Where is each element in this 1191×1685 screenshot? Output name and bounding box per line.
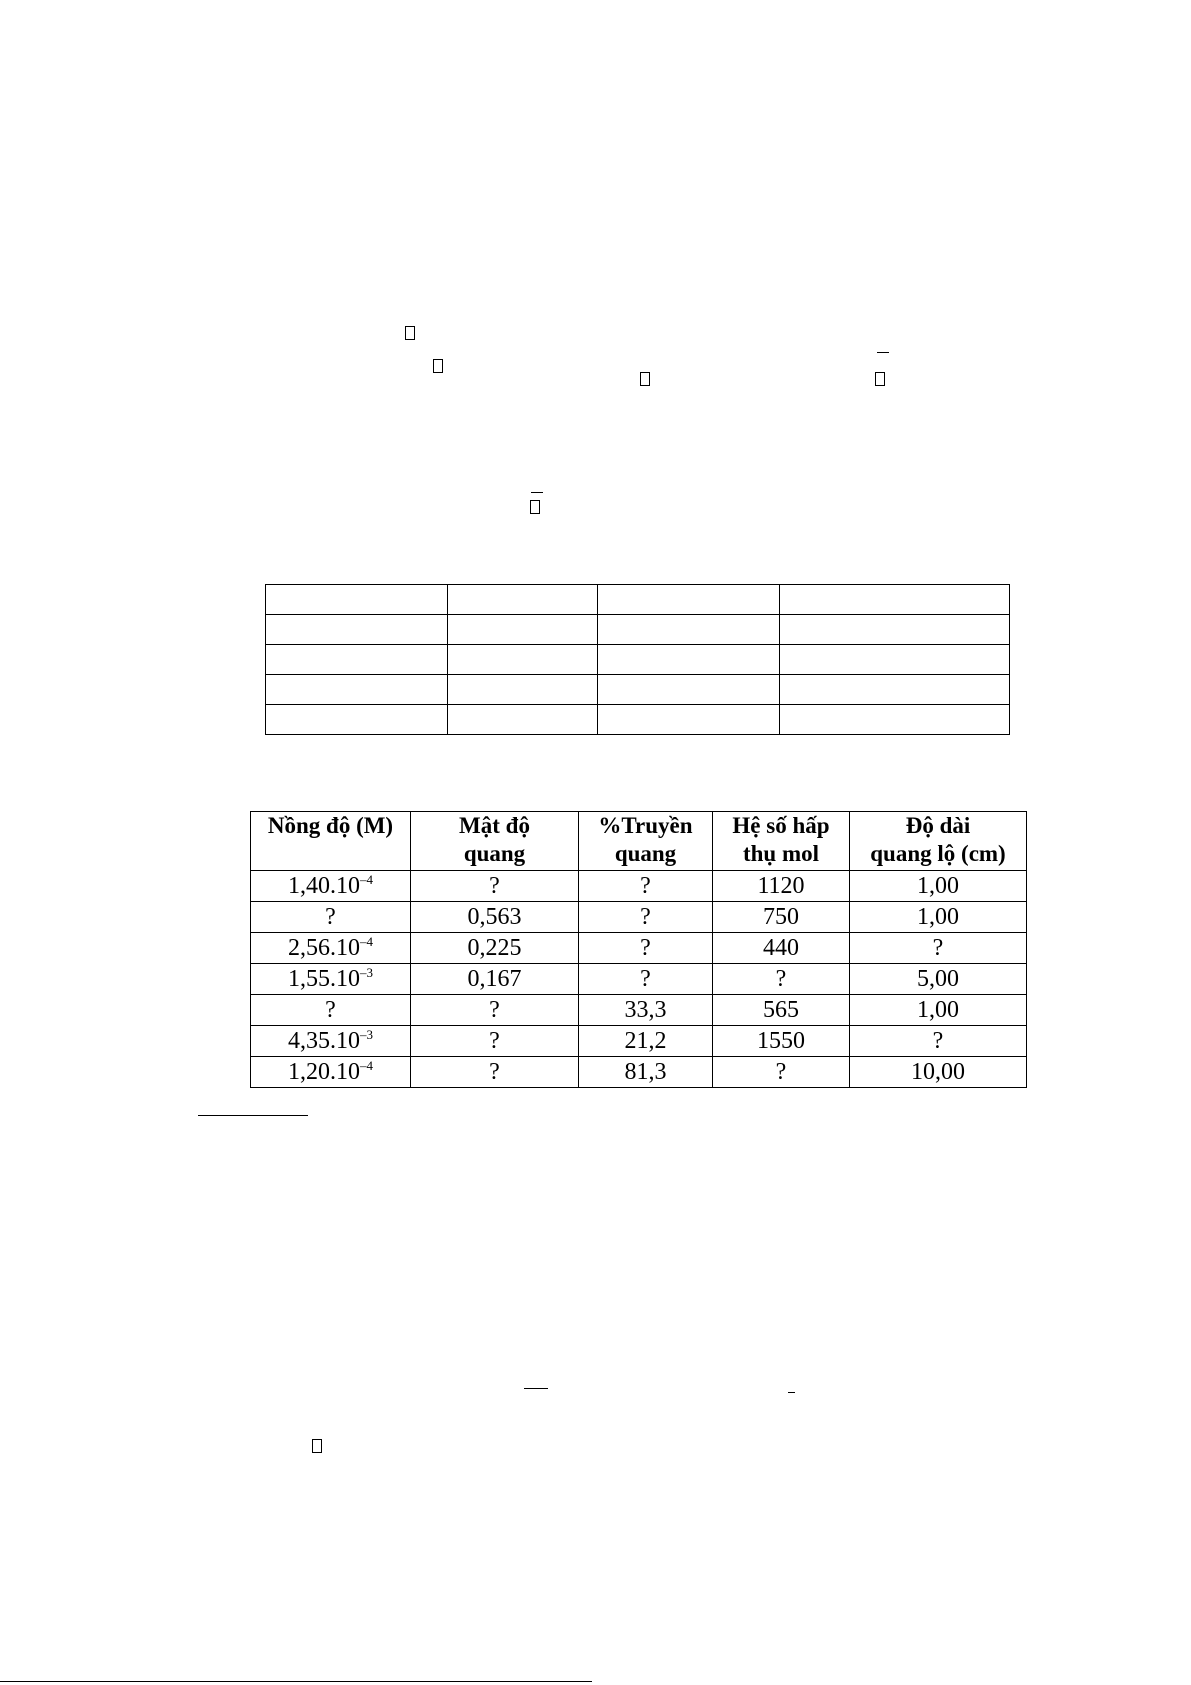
table-row	[251, 902, 1027, 933]
cell-concentration: $4,35.10^{-3}$	[251, 1026, 411, 1057]
cell-absorbance: 0,563	[411, 902, 579, 933]
cell-transmittance: ?	[579, 933, 713, 964]
overline-mark	[877, 352, 889, 353]
table-row	[251, 933, 1027, 964]
cell-absorbance: 0,225	[411, 933, 579, 964]
table-row	[251, 1057, 1027, 1088]
missing-glyph-icon	[312, 1439, 322, 1453]
cell-absorbance: 0,167	[411, 964, 579, 995]
cell-concentration: $1,40.10^{-4}$	[251, 871, 411, 902]
cell-absorbance: ?	[411, 871, 579, 902]
missing-glyph-icon	[530, 500, 540, 514]
cell-path-length: 1,00	[850, 902, 1027, 933]
cell-molar-absorptivity: ?	[713, 964, 850, 995]
cell-molar-absorptivity: 750	[713, 902, 850, 933]
table-header-row	[251, 812, 1027, 871]
absorbance-data-table	[250, 811, 1027, 1088]
cell-concentration: $1,55.10^{-3}$	[251, 964, 411, 995]
cell-transmittance: 33,3	[579, 995, 713, 1026]
missing-glyph-icon	[433, 359, 443, 373]
missing-glyph-icon	[405, 326, 415, 340]
cell-path-length: ?	[850, 933, 1027, 964]
cell-concentration: $2,56.10^{-4}$	[251, 933, 411, 964]
cell-absorbance: ?	[411, 995, 579, 1026]
table-row	[251, 871, 1027, 902]
header-concentration: Nồng độ (M)	[251, 812, 411, 871]
cell-molar-absorptivity: 1550	[713, 1026, 850, 1057]
footnote-rule	[198, 1115, 308, 1116]
table-row	[266, 675, 1010, 705]
cell-molar-absorptivity: 440	[713, 933, 850, 964]
empty-grid-table	[265, 584, 1010, 735]
cell-molar-absorptivity: 565	[713, 995, 850, 1026]
fraction-bar	[524, 1388, 548, 1389]
header-molar-absorptivity: Hệ số hấp thụ mol	[713, 812, 850, 871]
header-absorbance: Mật độ quang	[411, 812, 579, 871]
overline-mark	[531, 492, 543, 493]
cell-transmittance: ?	[579, 902, 713, 933]
cell-absorbance: ?	[411, 1026, 579, 1057]
cell-path-length: 1,00	[850, 995, 1027, 1026]
cell-transmittance: ?	[579, 964, 713, 995]
header-transmittance: %Truyền quang	[579, 812, 713, 871]
cell-concentration: ?	[251, 995, 411, 1026]
table-row	[266, 615, 1010, 645]
table-row	[266, 585, 1010, 615]
cell-transmittance: 21,2	[579, 1026, 713, 1057]
table-row	[251, 964, 1027, 995]
cell-path-length: 5,00	[850, 964, 1027, 995]
cell-concentration: ?	[251, 902, 411, 933]
cell-path-length: 10,00	[850, 1057, 1027, 1088]
page-bottom-rule	[0, 1681, 592, 1682]
table-row	[266, 705, 1010, 735]
cell-path-length: ?	[850, 1026, 1027, 1057]
table-row	[251, 995, 1027, 1026]
cell-absorbance: ?	[411, 1057, 579, 1088]
missing-glyph-icon	[640, 372, 650, 386]
cell-molar-absorptivity: 1120	[713, 871, 850, 902]
missing-glyph-icon	[875, 372, 885, 386]
cell-molar-absorptivity: ?	[713, 1057, 850, 1088]
table-row	[266, 645, 1010, 675]
cell-concentration: $1,20.10^{-4}$	[251, 1057, 411, 1088]
header-path-length: Độ dài quang lộ (cm)	[850, 812, 1027, 871]
fraction-bar	[788, 1392, 795, 1393]
cell-transmittance: 81,3	[579, 1057, 713, 1088]
table-row	[251, 1026, 1027, 1057]
cell-path-length: 1,00	[850, 871, 1027, 902]
cell-transmittance: ?	[579, 871, 713, 902]
